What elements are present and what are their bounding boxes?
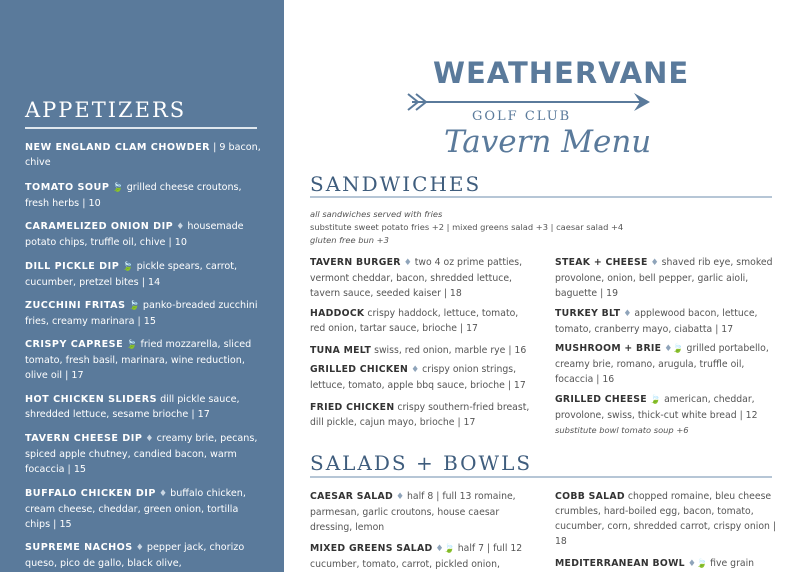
leaf-icon: 🍃	[112, 183, 124, 193]
sandwich-item	[555, 392, 777, 438]
item-desc: chopped romaine, bleu cheese crumbles, hard-boiled egg, bacon, tomato, cucumber, corn, shredded carrot, crispy onion | 18	[555, 491, 777, 547]
item-desc: | 9 bacon, chive	[25, 142, 261, 168]
sandwich-item	[310, 400, 532, 430]
sandwich-item	[310, 255, 532, 301]
sandwiches-heading: SANDWICHES	[310, 172, 482, 196]
item-desc: grilled portabello, creamy brie, romano, arugula, truffle oil, focaccia | 16	[555, 343, 769, 385]
appetizer-item	[25, 298, 265, 329]
item-name: TURKEY BLT	[555, 308, 621, 319]
note-line: gluten free bun +3	[310, 235, 389, 245]
sandwiches-notes	[310, 208, 623, 247]
appetizers-rule	[25, 127, 257, 129]
item-name: HOT CHICKEN SLIDERS	[25, 394, 158, 405]
wheat-icon: ♦	[623, 309, 632, 319]
item-name: STEAK + CHEESE	[555, 257, 648, 268]
item-name: CRISPY CAPRESE	[25, 339, 124, 350]
leaf-icon: 🍃	[126, 340, 138, 350]
item-name: NEW ENGLAND CLAM CHOWDER	[25, 142, 211, 153]
appetizer-item	[25, 431, 265, 477]
leaf-icon: 🍃	[128, 301, 140, 311]
item-desc: half 8 | full 13 romaine, parmesan, garlic croutons, house caesar dressing, lemon	[310, 491, 516, 533]
wheat-icon: ♦	[176, 222, 185, 232]
leaf-icon: 🍃	[695, 559, 708, 569]
item-desc: panko-breaded zucchini fries, creamy marinara | 15	[25, 300, 258, 327]
sandwich-item	[310, 343, 532, 358]
appetizer-item	[25, 259, 265, 290]
item-name: TOMATO SOUP	[25, 182, 110, 193]
item-desc: pickle spears, carrot, cucumber, pretzel bites | 14	[25, 261, 238, 288]
item-name: MUSHROOM + BRIE	[555, 343, 662, 354]
item-name: HADDOCK	[310, 308, 365, 319]
item-desc: two 4 oz prime patties, vermont cheddar, bacon, shredded lettuce, tavern sauce, seeded kaiser | 18	[310, 257, 523, 299]
salad-item	[555, 556, 777, 572]
appetizers-panel	[0, 0, 284, 572]
item-desc: swiss, red onion, marble rye | 16	[374, 345, 527, 356]
leaf-icon: 🍃	[649, 395, 662, 405]
item-name: DILL PICKLE DIP	[25, 261, 120, 272]
wheat-icon: ♦	[650, 258, 659, 268]
item-name: SUPREME NACHOS	[25, 542, 133, 553]
item-note: substitute bowl tomato soup +6	[555, 425, 689, 435]
wheat-icon: ♦	[403, 258, 412, 268]
item-name: CAESAR SALAD	[310, 491, 393, 502]
sandwich-item	[555, 255, 777, 301]
wheat-icon: ♦	[435, 544, 444, 554]
wheat-icon: ♦	[135, 543, 144, 553]
item-name: GRILLED CHICKEN	[310, 364, 409, 375]
salad-item	[555, 489, 777, 549]
item-name: GRILLED CHEESE	[555, 394, 647, 405]
wheat-icon: ♦	[158, 489, 168, 499]
item-name: CARAMELIZED ONION DIP	[25, 221, 174, 232]
item-desc: crispy southern-fried breast, dill pickle, cajun mayo, brioche | 17	[310, 402, 530, 428]
salad-item	[310, 489, 532, 535]
appetizer-item	[25, 540, 265, 571]
wheat-icon: ♦	[145, 434, 154, 444]
item-name: COBB SALAD	[555, 491, 625, 502]
salads-rule	[310, 476, 772, 478]
item-desc: pepper jack, chorizo queso, pico de gallo, black olive,	[25, 542, 245, 569]
item-name: MIXED GREENS SALAD	[310, 543, 433, 554]
wheat-icon: ♦	[687, 559, 696, 569]
wheat-icon: ♦	[395, 492, 405, 502]
logo-subtitle: GOLF CLUB	[472, 109, 572, 124]
salad-item	[310, 541, 532, 572]
item-name: TUNA MELT	[310, 345, 372, 356]
appetizer-item	[25, 392, 265, 422]
salads-heading: SALADS + BOWLS	[310, 451, 533, 475]
item-name: TAVERN BURGER	[310, 257, 401, 268]
leaf-icon: 🍃	[443, 544, 455, 554]
item-desc: grilled cheese croutons, fresh herbs | 10	[25, 182, 242, 209]
item-desc: crispy onion strings, lettuce, tomato, apple bbq sauce, brioche | 17	[310, 364, 526, 391]
item-desc: five grain	[710, 558, 755, 569]
sandwich-item	[310, 362, 532, 393]
appetizer-item	[25, 337, 265, 383]
item-desc: american, cheddar, provolone, swiss, thick-cut white bread | 12	[555, 394, 758, 421]
sandwich-item	[555, 306, 777, 337]
item-desc: crispy haddock, lettuce, tomato, red onion, tartar sauce, brioche | 17	[310, 308, 519, 334]
sandwich-item	[310, 306, 532, 336]
item-desc: shaved rib eye, smoked provolone, onion, bell pepper, garlic aioli, baguette | 19	[555, 257, 773, 299]
item-name: BUFFALO CHICKEN DIP	[25, 488, 156, 499]
appetizer-item	[25, 486, 265, 532]
appetizer-item	[25, 180, 265, 211]
item-name: FRIED CHICKEN	[310, 402, 395, 413]
note-line: all sandwiches served with fries	[310, 209, 443, 219]
logo-title: WEATHERVANE	[433, 56, 690, 90]
appetizers-heading: APPETIZERS	[25, 98, 187, 122]
item-name: MEDITERRANEAN BOWL	[555, 558, 685, 569]
item-desc: applewood bacon, lettuce, tomato, cranberry mayo, ciabatta | 17	[555, 308, 758, 335]
item-desc: dill pickle sauce, shredded lettuce, sesame brioche | 17	[25, 394, 240, 420]
logo-script: Tavern Menu	[444, 124, 652, 160]
appetizer-item	[25, 219, 265, 250]
appetizer-item	[25, 140, 265, 170]
item-desc: creamy brie, pecans, spiced apple chutney, candied bacon, warm focaccia | 15	[25, 433, 258, 475]
wheat-icon: ♦	[664, 344, 673, 354]
item-desc: half 7 | full 12 cucumber, tomato, carrot, pickled onion,	[310, 543, 523, 570]
item-desc: fried mozzarella, sliced tomato, fresh basil, marinara, wine reduction, olive oil | 17	[25, 339, 252, 381]
leaf-icon: 🍃	[122, 262, 134, 272]
sandwich-item	[555, 341, 777, 387]
wheat-icon: ♦	[411, 365, 420, 375]
note-line: substitute sweet potato fries +2 | mixed greens salad +3 | caesar salad +4	[310, 222, 624, 232]
item-name: ZUCCHINI FRITAS	[25, 300, 126, 311]
item-desc: housemade potato chips, truffle oil, chive | 10	[25, 221, 244, 248]
leaf-icon: 🍃	[672, 344, 684, 354]
item-desc: buffalo chicken, cream cheese, cheddar, green onion, tortilla chips | 15	[25, 488, 246, 530]
item-name: TAVERN CHEESE DIP	[25, 433, 143, 444]
sandwiches-rule	[310, 196, 772, 198]
